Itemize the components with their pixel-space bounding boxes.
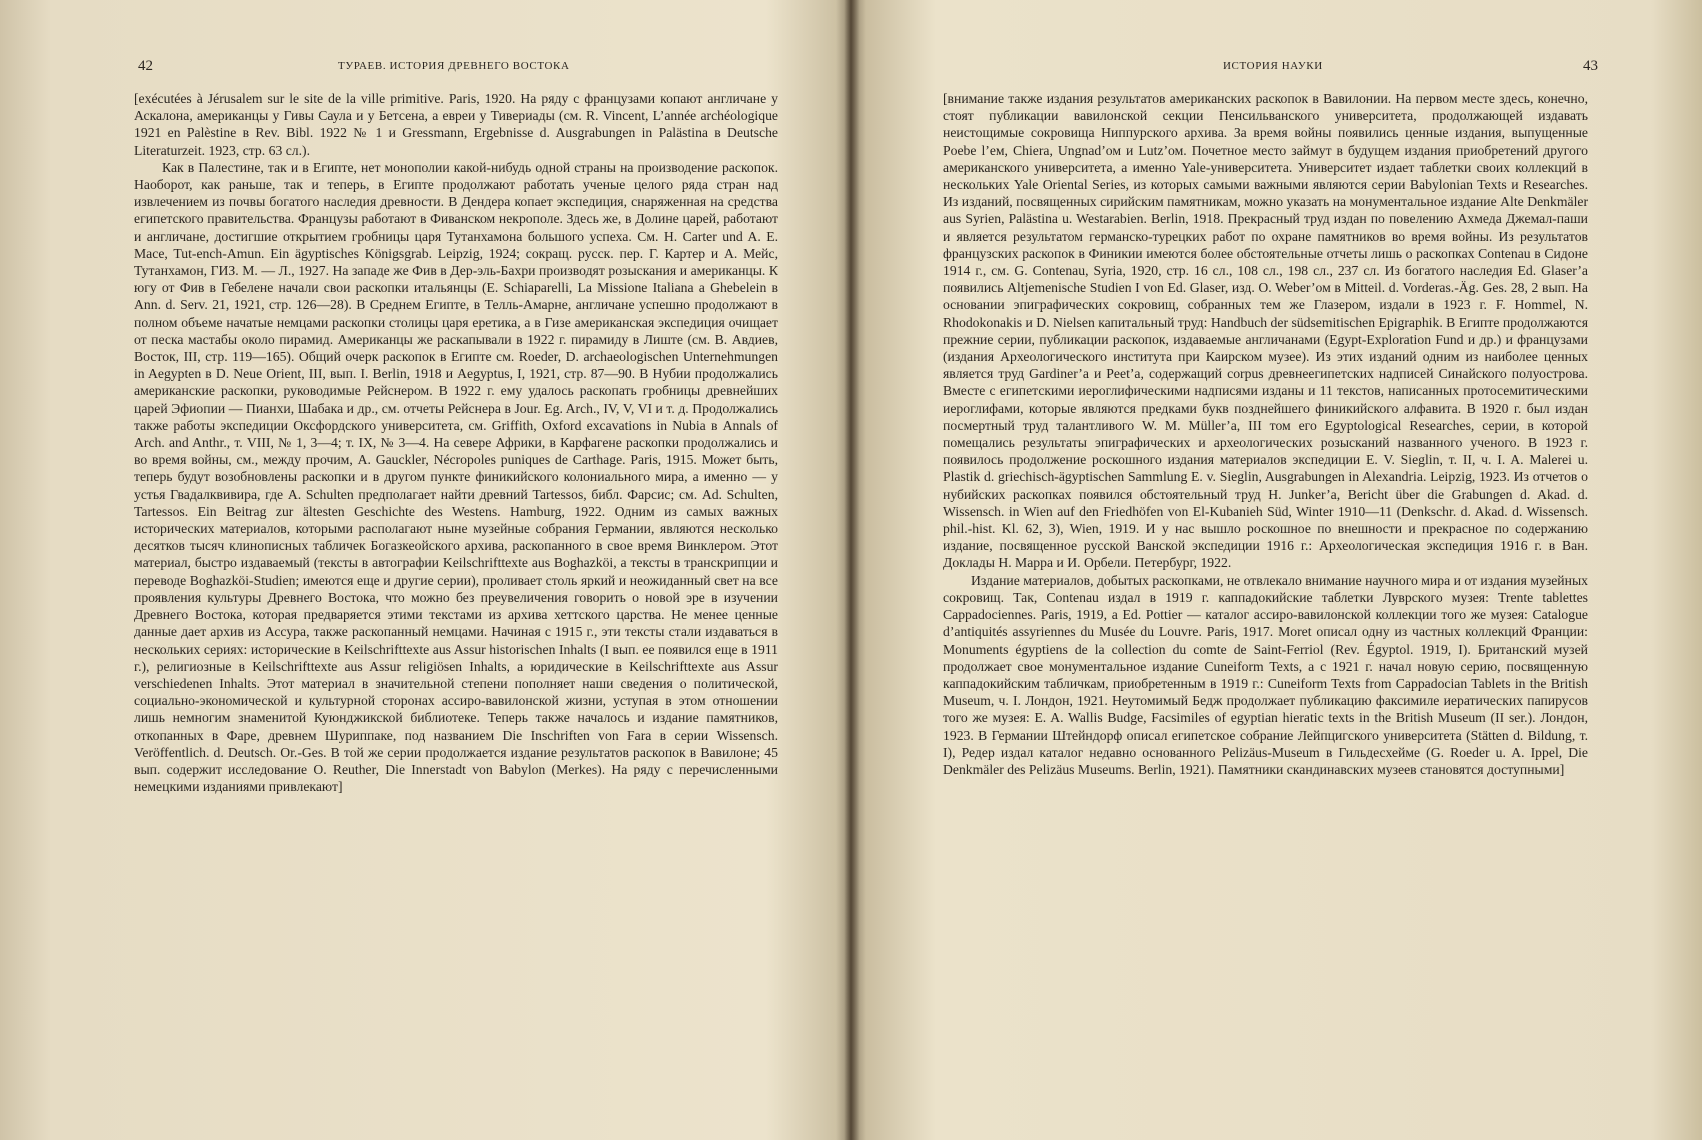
paragraph: [внимание также издания результатов американских раскопок в Вавилонии. На первом месте здесь, конечно, стоят публикации вавилонской секции Пенсильванского университета, продолжающей издавать неистощимые сокровища Ниппурского архива. За время войны появились ценные издания, выпущенные Poebe l’ем, Chiera, Ungnad’ом и Lutz’ом. Почетное место займут в будущем издания приобретений другого американского университета, а именно Yale-университета. Университет издает таблетки своих коллекций в нескольких Yale Oriental Series, из которых самыми важными являются серии Babylonian Texts и Researches. Из изданий, посвященных сирийским памятникам, можно указать на монументальное издание Alte Denkmäler aus Syrien, Palästina u. Westarabien. Berlin, 1918. Прекрасный труд издан по повелению Ахмеда Джемал-паши и является результатом германско-турецких работ по охране памятников во время войны. Из результатов французских раскопок в Финикии имеются более обстоятельные отчеты лишь о раскопках Contenau в Сидоне 1914 г., см. G. Contenau, Syria, 1920, стр. 16 сл., 108 сл., 198 сл., 237 сл. Из богатого наследия Ed. Glaser’а появились Altjemenische Studien I von Ed. Glaser, изд. O. Weber’ом в Mitteil. d. Vorderas.-Äg. Ges. 28, 2 вып. На основании эпиграфических сокровищ, собранных тем же Глазером, издали в 1923 г. F. Hommel, N. Rhodokonakis и D. Nielsen капитальный труд: Handbuch der südsemitischen Epigraphik. В Египте продолжаются прежние серии, публикации раскопок, издаваемые англичанами (Egypt-Exploration Fund и др.) и французами (издания Археологического института при Каирском музее). Из этих изданий одним из наиболее ценных является труд Gardiner’а и Peet’а, содержащий corpus древнеегипетских надписей Синайского полуострова. Вместе с египетскими иероглифическими надписями изданы и 11 текстов, написанных протосемитическими иероглифами, которые являются предками букв позднейшего финикийского алфавита. В 1920 г. был издан посмертный труд талантливого W. M. Müller’а, III том его Egyptological Researches, серии, в которой помещались результаты эпиграфических и археологических розысканий названного ученого. В 1923 г. появилось продолжение роскошного издания материалов экспедиции E. V. Sieglin, т. II, ч. I. A. Malerei u. Plastik d. griechisch-ägyptischen Sammlung E. v. Sieglin, Ausgrabungen in Alexandria. Leipzig, 1923. Из отчетов о нубийских раскопках появился обстоятельный труд H. Junker’а, Bericht über die Grabungen d. Akad. d. Wissensch. in Wien auf den Friedhöfen von El-Kubanieh Süd, Winter 1910—11 (Denkschr. d. Akad. d. Wissensch. phil.-hist. Kl. 62, 3), Wien, 1919. И у нас вышло роскошное по внешности и прекрасное по содержанию издание, посвященное русской Ванской экспедиции 1916 г.: Археологическая экспедиция 1916 г. в Ван. Доклады Н. Марра и И. Орбели. Петербург, 1922.	[943, 91, 1588, 571]
running-head: ИСТОРИЯ НАУКИ	[1223, 60, 1323, 72]
body-text	[943, 90, 1588, 778]
paragraph: Как в Палестине, так и в Египте, нет монополии какой-нибудь одной страны на производение раскопок. Наоборот, как раньше, так и теперь, в Египте продолжают работать ученые целого ряда стран над извлечением из почвы богатого наследия древности. В Дендера копает экспедиция, снаряженная на средства египетского правительства. Французы работают в Фиванском некрополе. Здесь же, в Долине царей, работают и англичане, достигшие открытием гробницы царя Тутанхамона большого успеха. См. H. Carter und A. E. Mace, Tut-ench-Amun. Ein ägyptisches Königsgrab. Leipzig, 1924; сокращ. русск. пер. Г. Картер и А. Мейс, Тутанхамон, ГИЗ. М. — Л., 1927. На западе же Фив в Дер-эль-Бахри производят розыскания и американцы. К югу от Фив в Гебелене начали свои раскопки итальянцы (E. Schiaparelli, La Missione Italiana a Ghebelein в Ann. d. Serv. 21, 1921, стр. 126—28). В Среднем Египте, в Телль-Амарне, англичане успешно продолжают в полном объеме начатые немцами раскопки столицы царя еретика, а в Гизе американская экспедиция очищает от песка мастабы около пирамид. Американцы же раскапывали в 1922 г. пирамиду в Лиште (см. В. Авдиев, Восток, III, стр. 119—165). Общий очерк раскопок в Египте см. Roeder, D. archaeologischen Unternehmungen in Aegypten в D. Neue Orient, III, вып. I. Berlin, 1918 и Aegyptus, I, 1921, стр. 87—90. В Нубии продолжались американские раскопки, руководимые Рейснером. В 1922 г. ему удалось раскопать гробницы древнейших царей Эфиопии — Пианхи, Шабака и др., см. отчеты Рейснера в Jour. Eg. Arch., IV, V, VI и т. д. Продолжались также работы экспедиции Оксфордского университета, см. Griffith, Oxford excavations in Nubia в Annals of Arch. and Anthr., т. VIII, № 1, 3—4; т. IX, № 3—4. На севере Африки, в Карфагене раскопки продолжались и во время войны, см., между прочим, A. Gauckler, Nécropoles puniques de Carthage. Paris, 1915. Может быть, теперь будут возобновлены раскопки и в другом пункте финикийского колониального мира, а именно — у устья Гвадалквивира, где A. Schulten предполагает найти древний Tartessos, библ. Фарсис; см. Ad. Schulten, Tartessos. Ein Beitrag zur ältesten Geschichte des Westens. Hamburg, 1922. Одним из самых важных исторических материалов, которыми располагают ныне музейные собрания Германии, являются несколько десятков тысяч клинописных табличек Богазкеойского архива, раскопанного в свое время Винклером. Этот материал, быстро издаваемый (тексты в автографии Keilschrifttexte aus Boghazköi, а тексты в транскрипции и переводе Boghazköi-Studien; имеются еще и другие серии), проливает столь яркий и неожиданный свет на все проявления культуры Древнего Востока, что можно без преувеличения говорить о новой эре в изучении Древнего Востока, которая предваряется этими текстами из архива хеттского царства. Не менее ценные данные дает архив из Ассура, также раскопанный немцами. Начиная с 1915 г., эти тексты стали издаваться в нескольких сериях: исторические в Keilschrifttexte aus Assur historischen Inhalts (I вып. ее появился еще в 1911 г.), религиозные в Keilschrifttexte aus Assur religiösen Inhalts, а юридические в Keilschrifttexte aus Assur verschiedenen Inhalts. Этот материал в значительной степени пополняет наши сведения о политической, социально-экономической и культурной сторонах ассиро-вавилонской жизни, уступая в этом отношении лишь немногим знаменитой Куюнджикской библиотеке. Теперь также началось и издание памятников, откопанных в Фаре, древнем Шуриппаке, под названием Die Inschriften von Fara в серии Wissensch. Veröffentlich. d. Deutsch. Or.-Ges. В той же серии продолжается издание результатов раскопок в Вавилоне; 45 вып. содержит исследование O. Reuther, Die Innerstadt von Babylon (Merkes). На ряду с перечисленными немецкими изданиями привлекают]	[134, 159, 778, 795]
page-number: 42	[138, 58, 153, 74]
paragraph: [exécutées à Jérusalem sur le site de la ville primitive. Paris, 1920. На ряду с французами копают англичане у Аскалона, американцы у Гивы Саула и у Бетсена, а евреи у Тивериады (см. R. Vincent, L’année archéologique 1921 en Palèstine в Rev. Bibl. 1922 № 1 и Gressmann, Ergebnisse d. Ausgrabungen in Palästina в Deutsche Literaturzeit. 1923, стр. 63 сл.).	[134, 91, 778, 158]
right-page	[851, 0, 1702, 1140]
page-number: 43	[1583, 58, 1598, 74]
running-head: ТУРАЕВ. ИСТОРИЯ ДРЕВНЕГО ВОСТОКА	[338, 60, 570, 72]
body-text	[134, 90, 778, 795]
paragraph: Издание материалов, добытых раскопками, не отвлекало внимание научного мира и от издания музейных сокровищ. Так, Contenau издал в 1919 г. каппадокийские таблетки Луврского музея: Trente tablettes Cappadociennes. Paris, 1919, а Ed. Pottier — каталог ассиро-вавилонской коллекции того же музея: Catalogue d’antiquités assyriennes du Musée du Louvre. Paris, 1917. Moret описал одну из частных коллекций Франции: Monuments égyptiens de la collection du comte de Saint-Ferriol (Rev. Égyptol. 1919, I). Британский музей продолжает свое монументальное издание Cuneiform Texts, а с 1921 г. начал новую серию, посвященную каппадокийским табличкам, приобретенным в 1919 г.: Cuneiform Texts from Cappadocian Tablets in the British Museum, ч. I. Лондон, 1921. Неутомимый Бедж продолжает публикацию факсимиле иератических папирусов того же музея: E. A. Wallis Budge, Facsimiles of egyptian hieratic texts in the British Museum (II ser.). Лондон, 1923. В Германии Штейндорф описал египетское собрание Лейпцигского университета (Stätten d. Bildung, т. I), Редер издал каталог недавно основанного Pelizäus-Museum в Гильдесхейме (G. Roeder u. A. Ippel, Die Denkmäler des Pelizäus Museums. Berlin, 1921). Памятники скандинавских музеев становятся доступными]	[943, 572, 1588, 777]
